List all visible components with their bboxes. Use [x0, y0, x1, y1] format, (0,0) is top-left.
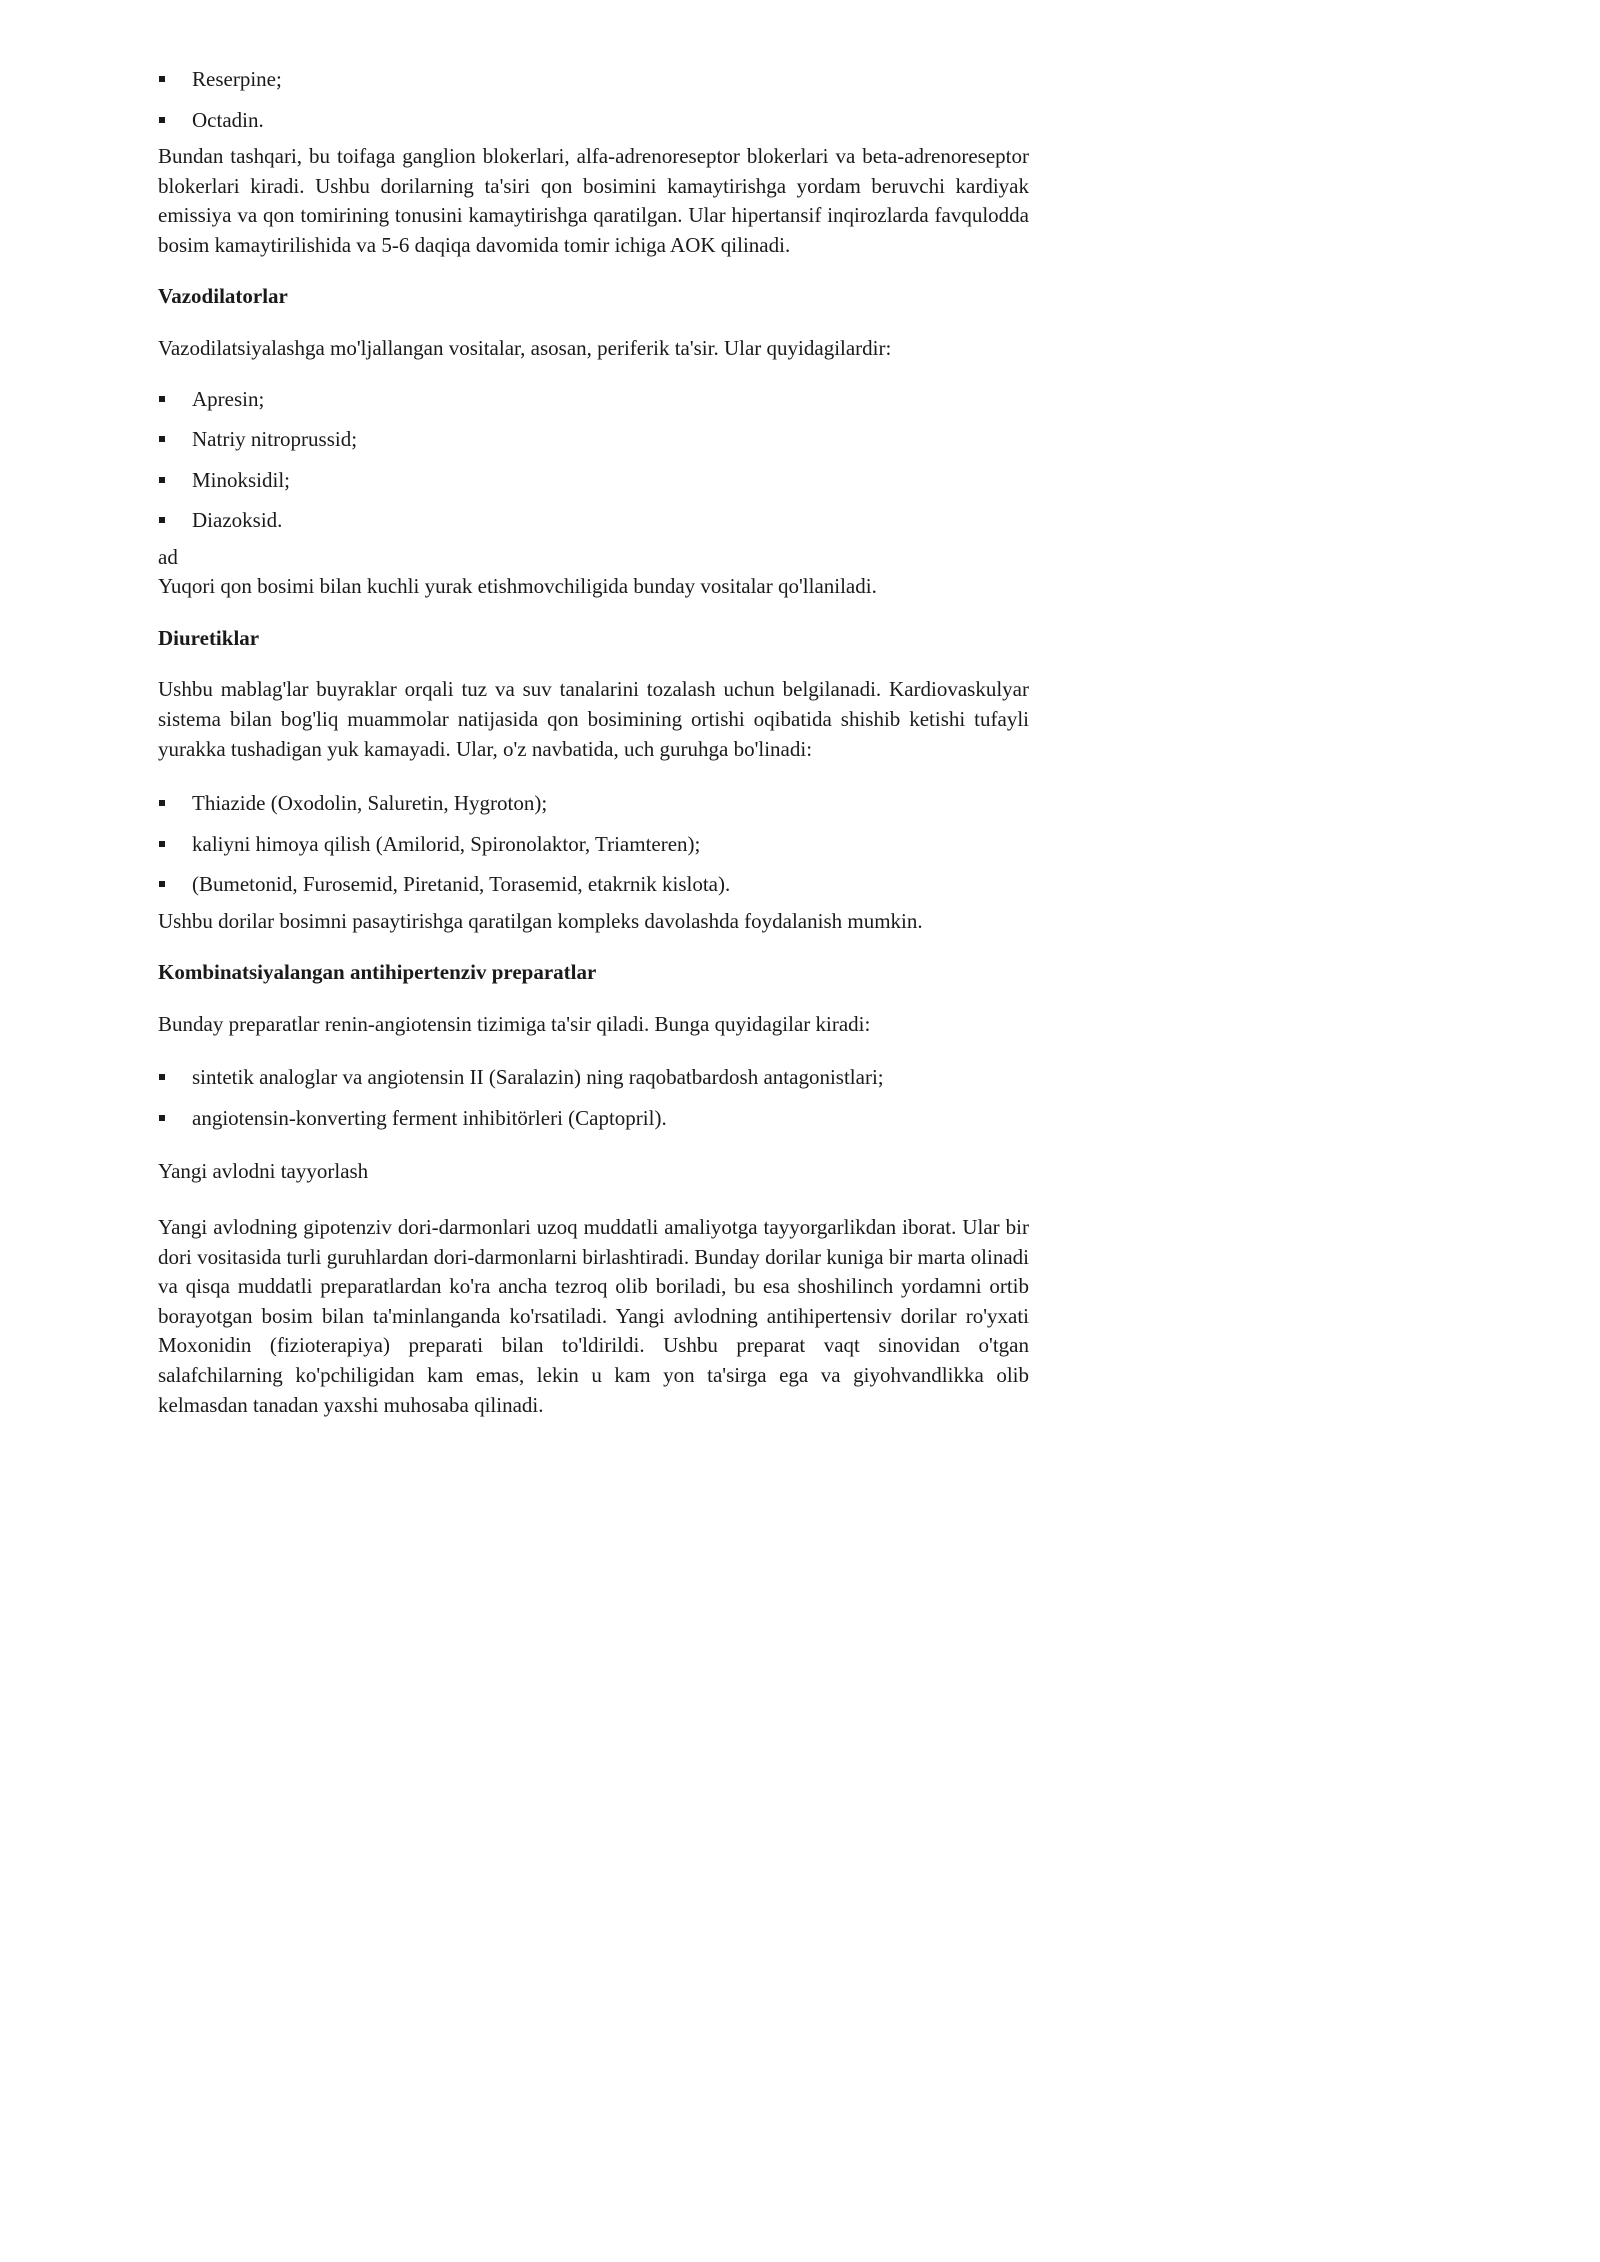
drug-list-1 [158, 62, 1029, 143]
list-item-text: (Bumetonid, Furosemid, Piretanid, Torasemid, etakrnik kislota). [192, 872, 731, 897]
list-item-text: kaliyni himoya qilish (Amilorid, Spironolaktor, Triamteren); [192, 831, 701, 856]
list-item-text: Apresin; [192, 386, 265, 411]
list-item-text: Reserpine; [192, 67, 282, 91]
paragraph-vazodilatorlar: Vazodilatsiyalashga mo'ljallangan vositalar, asosan, periferik ta'sir. Ular quyidagilardir: [158, 335, 892, 360]
list-item [158, 1060, 1029, 1101]
bullet-square-icon [159, 117, 165, 123]
paragraph-vazodilatorlar-after: Yuqori qon bosimi bilan kuchli yurak etishmovchiligida bunday vositalar qo'llaniladi. [158, 574, 877, 599]
heading-diuretiklar: Diuretiklar [158, 625, 260, 650]
bullet-square-icon [159, 1074, 165, 1080]
bullet-square-icon [159, 841, 165, 847]
stray-text: ad [158, 544, 178, 569]
list-item-text: Octadin. [192, 107, 264, 132]
bullet-square-icon [159, 436, 165, 442]
list-item [158, 422, 1029, 463]
heading-yangi-avlod: Yangi avlodni tayyorlash [158, 1159, 369, 1184]
list-item-text: angiotensin-konverting ferment inhibitörleri (Captopril). [192, 1105, 667, 1130]
heading-kombinatsiyalangan: Kombinatsiyalangan antihipertenziv preparatlar [158, 960, 597, 985]
list-item [158, 103, 1029, 144]
list-item [158, 62, 1029, 103]
paragraph-kombinatsiyalangan: Bunday preparatlar renin-angiotensin tizimiga ta'sir qiladi. Bunga quyidagilar kiradi: [158, 1011, 871, 1036]
diuretik-list [158, 786, 1029, 908]
list-item-text: Thiazide (Oxodolin, Saluretin, Hygroton); [192, 791, 548, 816]
list-item [158, 1101, 1029, 1142]
list-item [158, 867, 1029, 908]
list-item [158, 463, 1029, 504]
list-item-text: Diazoksid. [192, 508, 283, 533]
bullet-square-icon [159, 1115, 165, 1121]
bullet-square-icon [159, 396, 165, 402]
paragraph-diuretiklar: Ushbu mablag'lar buyraklar orqali tuz va suv tanalarini tozalash uchun belgilanadi. Kardiovaskulyar sistema bilan bog'liq muammolar natijasida qon bosimining ortishi oqibatida shishib ketishi tufayli yurakka tushadigan yuk kamayadi. Ular, o'z navbatida, uch guruhga bo'linadi: [158, 677, 1029, 761]
vazodilator-list [158, 382, 1029, 544]
list-item-text: sintetik analoglar va angiotensin II (Saralazin) ning raqobatbardosh antagonistlari; [192, 1065, 884, 1090]
list-item-text: Minoksidil; [192, 467, 291, 492]
bullet-square-icon [159, 76, 165, 82]
kombinatsiyalangan-list [158, 1060, 1029, 1141]
list-item [158, 382, 1029, 423]
bullet-square-icon [159, 881, 165, 887]
paragraph-blockers: Bundan tashqari, bu toifaga ganglion blokerlari, alfa-adrenoreseptor blokerlari va beta-adrenoreseptor blokerlari kiradi. Ushbu dorilarning ta'siri qon bosimini kamaytirishga yordam beruvchi kardiyak emissiya va qon tomirining tonusini kamaytirishga qaratilgan. Ular hipertansif inqirozlarda favqulodda bosim kamaytirilishida va 5-6 daqiqa davomida tomir ichiga AOK qilinadi. [158, 144, 1029, 257]
heading-vazodilatorlar: Vazodilatorlar [158, 284, 288, 309]
paragraph-yangi-avlod: Yangi avlodning gipotenziv dori-darmonlari uzoq muddatli amaliyotga tayyorgarlikdan iborat. Ular bir dori vositasida turli guruhlardan dori-darmonlarni birlashtiradi. Bunday dorilar kuniga bir marta olinadi va qisqa muddatli preparatlardan ko'ra ancha tezroq olib boriladi, bu esa shoshilinch yordamni ortib borayotgan bosim bilan ta'minlanganda ko'rsatiladi. Yangi avlodning antihipertensiv dorilar ro'yxati Moxonidin (fizioterapiya) preparati bilan to'ldirildi. Ushbu preparat vaqt sinovidan o'tgan salafchilarning ko'pchiligidan kam emas, lekin u kam yon ta'sirga ega va giyohvandlikka olib kelmasdan tanadan yaxshi muhosaba qilinadi. [158, 1215, 1029, 1417]
bullet-square-icon [159, 477, 165, 483]
bullet-square-icon [159, 517, 165, 523]
document-page [0, 0, 1102, 1558]
list-item [158, 503, 1029, 544]
list-item [158, 827, 1029, 868]
paragraph-diuretiklar-after: Ushbu dorilar bosimni pasaytirishga qaratilgan kompleks davolashda foydalanish mumkin. [158, 908, 923, 933]
list-item [158, 786, 1029, 827]
list-item-text: Natriy nitroprussid; [192, 427, 358, 452]
bullet-square-icon [159, 800, 165, 806]
